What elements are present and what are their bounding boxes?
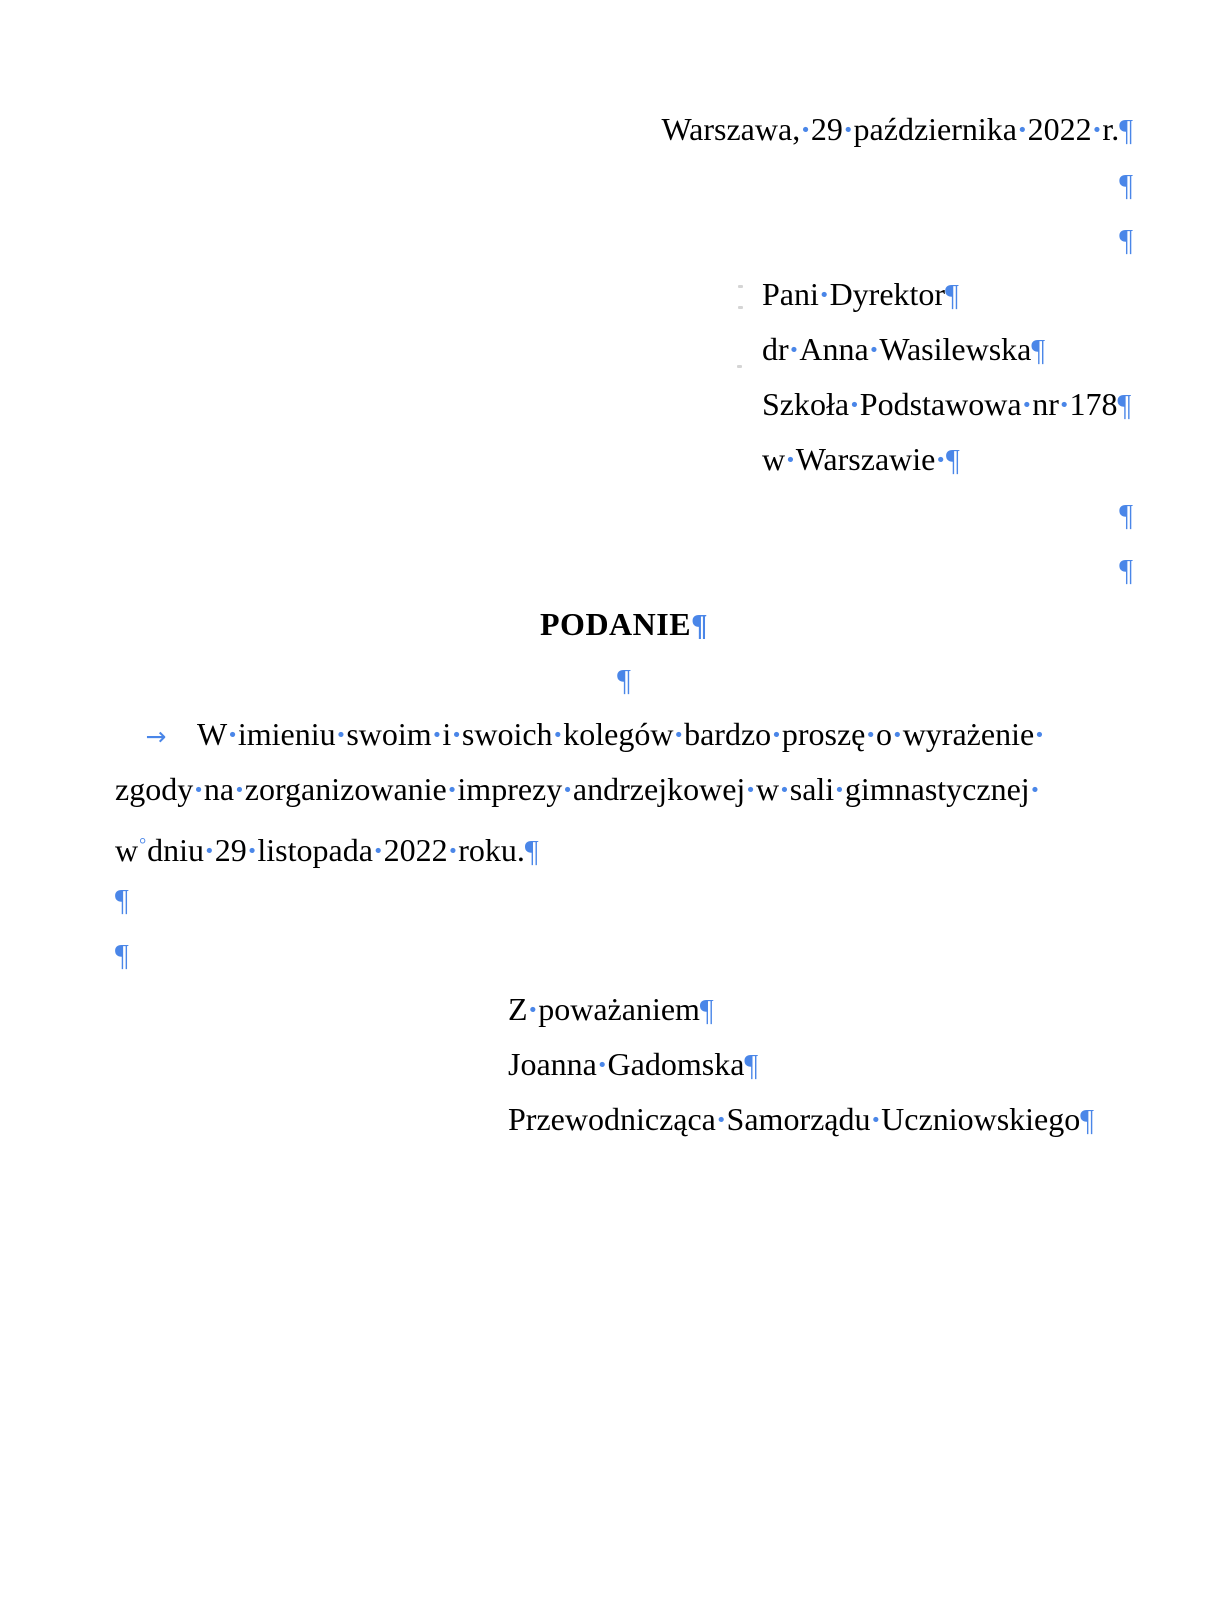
body-line-2[interactable]: zgody·na·zorganizowanie·imprezy·andrzejkowej·w·sali·gimnastycznej· [115,771,1041,807]
pilcrow-mark: ¶ [115,938,129,972]
space-dot-mark: · [431,716,443,752]
closing-line[interactable]: Z·poważaniem¶ [508,991,714,1027]
pilcrow-mark: ¶ [1119,168,1133,202]
date-line[interactable]: Warszawa,·29·października·2022·r.¶ [661,111,1133,147]
space-dot-mark: · [865,716,877,752]
pilcrow-mark: ¶ [1080,1103,1095,1137]
empty-line-right-3[interactable] [115,487,1133,542]
space-dot-mark: · [451,716,462,752]
pilcrow-mark: ¶ [744,1048,759,1082]
space-dot-mark: · [527,991,539,1027]
space-dot-mark: · [1034,716,1045,752]
stray-mark [738,306,743,309]
space-dot-mark: · [892,716,903,752]
space-dot-mark: · [842,111,854,147]
space-dot-mark: · [562,771,573,807]
space-dot-mark: · [771,716,782,752]
signature-name-line[interactable]: Joanna·Gadomska¶ [508,1046,759,1082]
space-dot-mark: · [446,771,458,807]
addressee-city-line[interactable]: w·Warszawie·¶ [762,441,960,477]
space-dot-mark: · [372,831,384,868]
addressee-school-line[interactable]: Szkoła·Podstawowa·nr·178¶ [762,386,1132,422]
space-dot-mark: · [1021,386,1033,422]
addressee-title-line[interactable]: Pani·Dyrektor¶ [762,276,959,312]
pilcrow-mark: ¶ [115,883,129,917]
space-dot-mark: · [788,331,800,367]
space-dot-mark: · [1091,111,1103,147]
space-dot-mark: · [447,831,459,868]
space-dot-mark: · [552,716,564,752]
space-dot-mark: · [246,831,258,868]
pilcrow-mark: ¶ [617,663,631,697]
empty-line-right-4[interactable] [115,542,1133,597]
space-dot-mark: · [935,441,947,477]
space-dot-mark: · [818,276,830,312]
space-dot-mark: · [715,1101,727,1137]
pilcrow-mark: ¶ [945,278,959,312]
space-dot-mark: · [868,331,880,367]
stray-mark [738,285,743,288]
space-dot-mark: · [335,716,347,752]
pilcrow-mark: ¶ [946,443,960,477]
space-dot-mark: · [849,386,860,422]
empty-line-left-1[interactable] [115,872,1133,927]
tab-arrow-icon: → [145,722,167,751]
pilcrow-mark: ¶ [1117,388,1132,422]
space-dot-mark: · [673,716,685,752]
space-dot-mark: · [227,716,238,752]
pilcrow-mark: ¶ [1119,223,1133,257]
empty-line-center[interactable] [115,652,1133,707]
space-dot-mark: · [779,771,790,807]
signature-role-line[interactable]: Przewodnicząca·Samorządu·Uczniowskiego¶ [508,1101,1095,1137]
addressee-name-line[interactable]: dr·Anna·Wasilewska¶ [762,331,1046,367]
pilcrow-mark: ¶ [1119,113,1133,147]
pilcrow-mark: ¶ [691,608,708,642]
body-line-3[interactable]: w°dniu·29·listopada·2022·roku.¶ [115,831,539,868]
space-dot-mark: · [234,771,245,807]
space-dot-mark: · [1029,771,1041,807]
space-dot-mark: · [1016,111,1028,147]
stray-mark [737,365,742,368]
space-dot-mark: · [1058,386,1070,422]
space-dot-mark: · [204,831,215,868]
space-dot-mark: · [870,1101,882,1137]
space-dot-mark: · [834,771,845,807]
space-dot-mark: · [193,771,204,807]
space-dot-mark: · [800,111,811,147]
pilcrow-mark: ¶ [1119,553,1133,587]
empty-line-right-2[interactable] [115,212,1133,267]
pilcrow-mark: ¶ [1031,333,1046,367]
pilcrow-mark: ¶ [524,833,539,868]
space-dot-mark: · [785,441,796,477]
space-dot-mark: · [745,771,756,807]
pilcrow-mark: ¶ [699,993,714,1027]
body-line-1[interactable]: → W·imieniu·swoim·i·swoich·kolegów·bardzo·proszę·o·wyrażenie· [115,707,1133,762]
empty-line-left-2[interactable] [115,927,1133,982]
pilcrow-mark: ¶ [1119,498,1133,532]
empty-line-right-1[interactable] [115,157,1133,212]
space-dot-mark: · [596,1046,608,1082]
title-line[interactable]: PODANIE¶ [540,606,708,642]
nbsp-mark: ° [139,834,147,854]
